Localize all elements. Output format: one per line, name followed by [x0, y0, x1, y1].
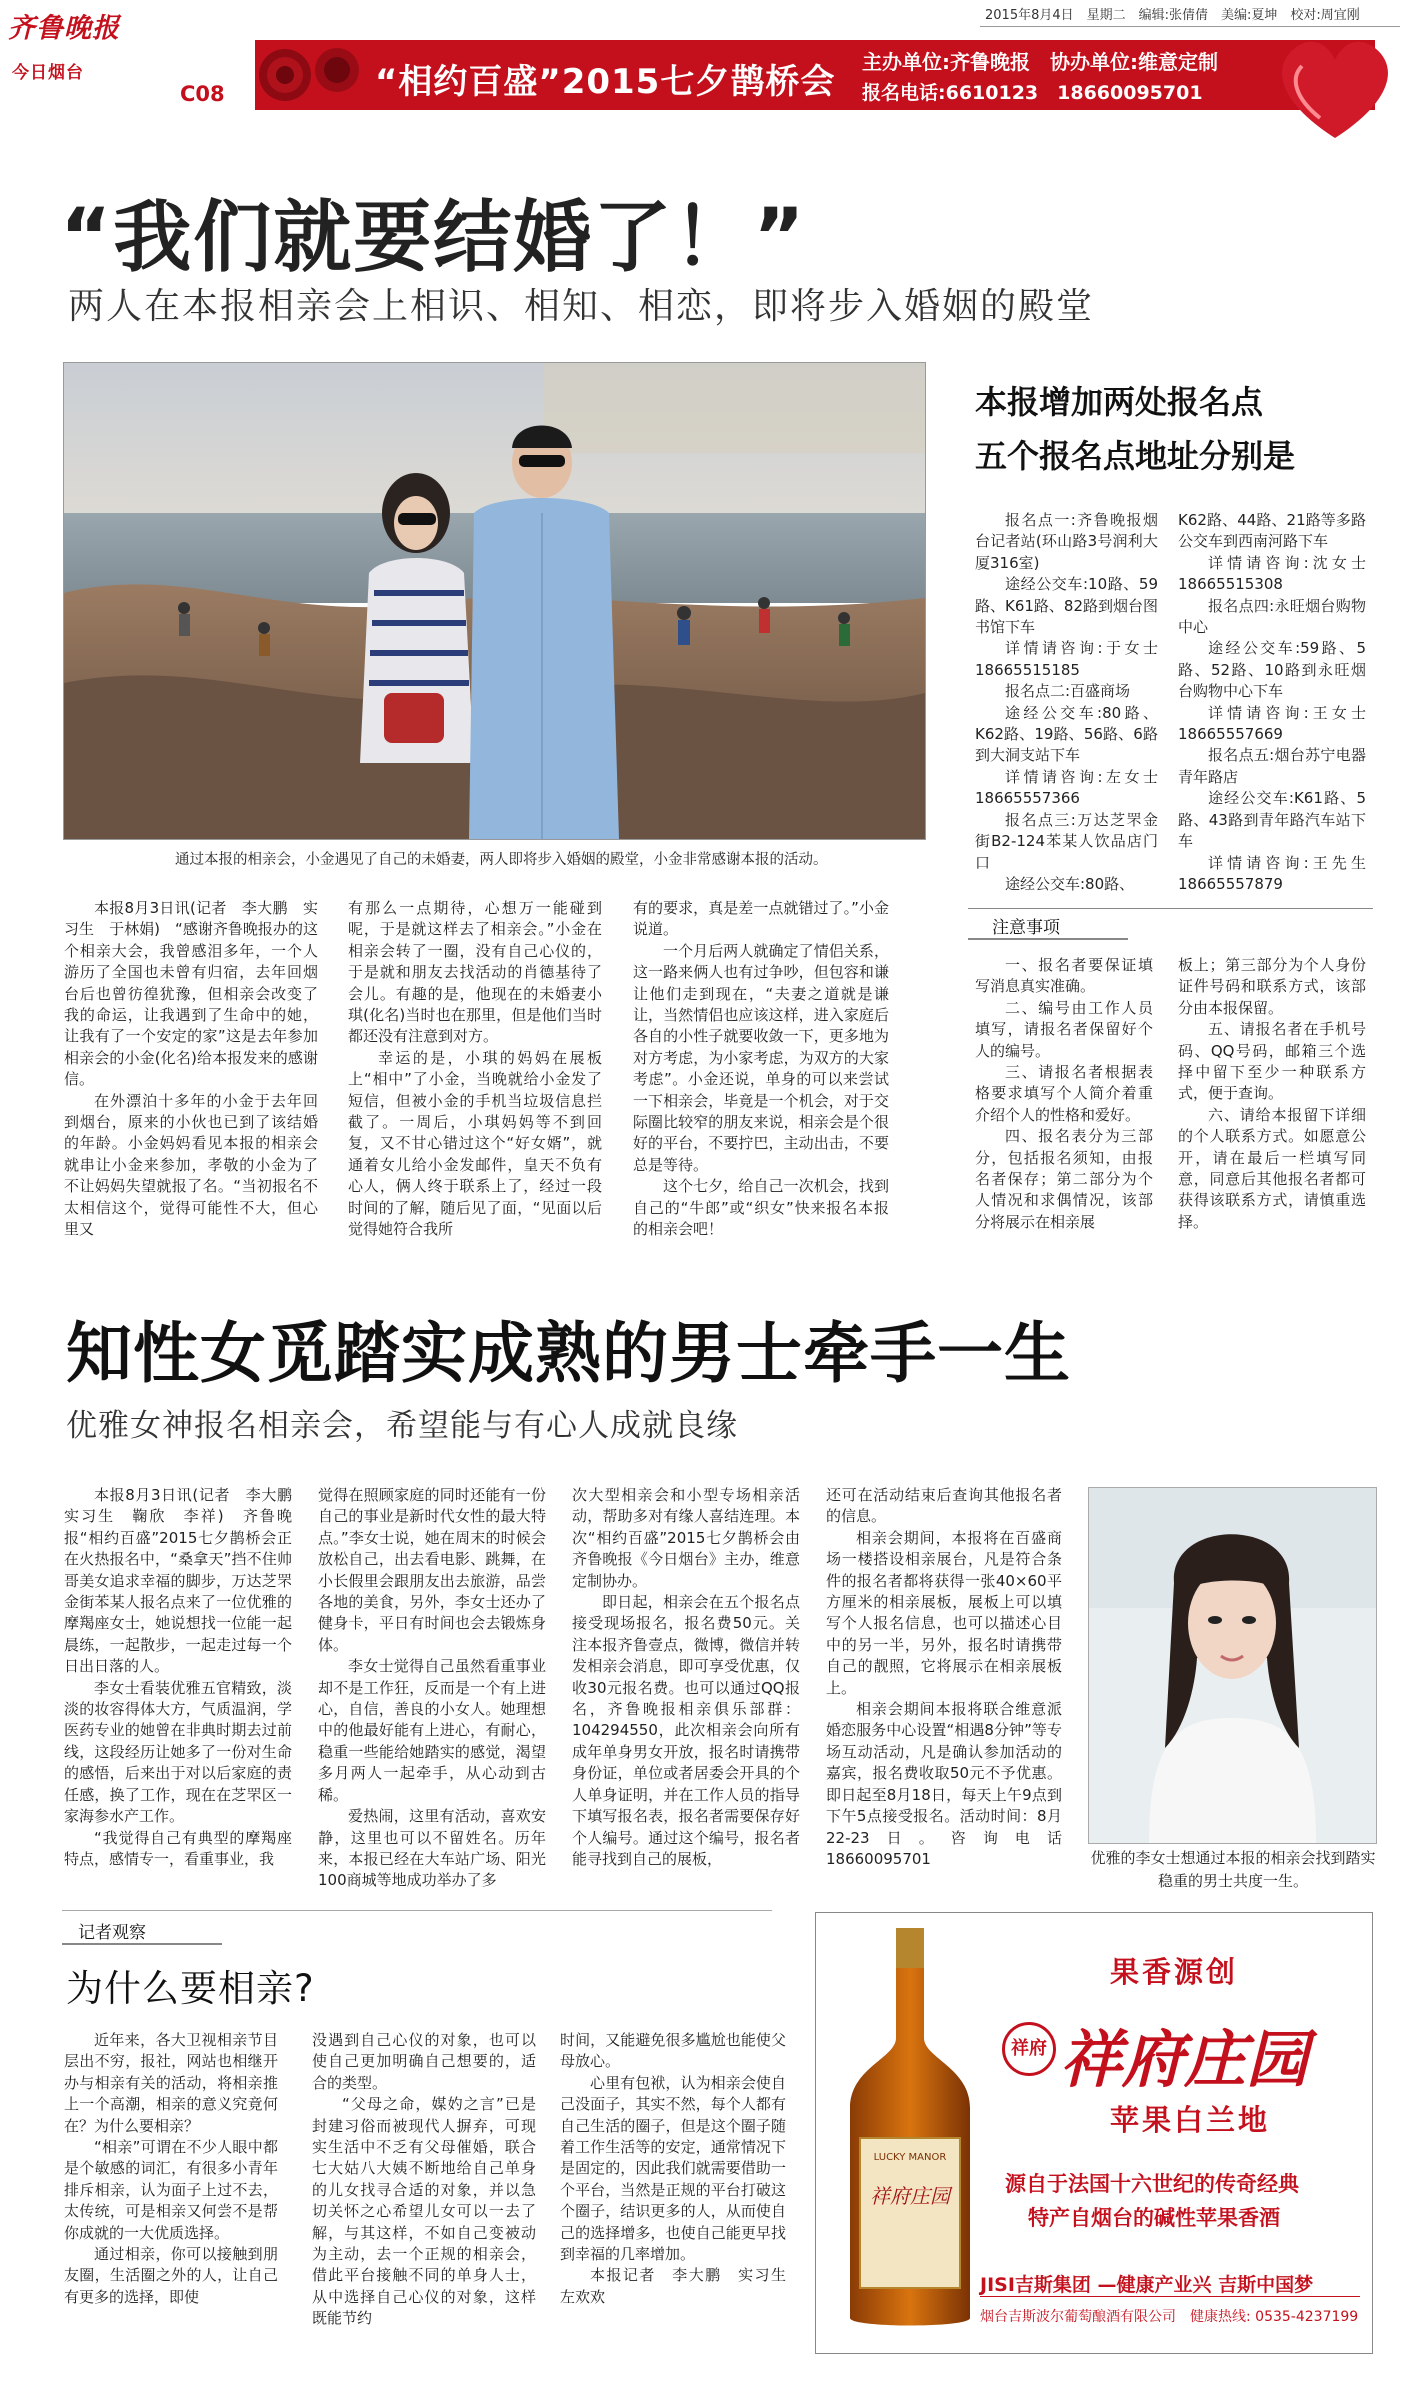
paragraph: 有那么一点期待，心想万一能碰到呢，于是就这样去了相亲会。”小金在相亲会转了一圈，没有自己心仪的，于是就和朋友去找活动的肖德基待了会儿。有趣的是，他现在的未婚妻小琪(化名)当时也在那里，但是他们当时都还没有注意到对方。	[348, 899, 602, 1046]
ad-seal: 祥府	[1002, 2022, 1056, 2076]
woman-portrait-icon	[1089, 1488, 1376, 1843]
location-text: 详情请咨询:左女士18665557366	[975, 767, 1158, 808]
ad-tagline-2: 特产自烟台的碱性苹果香酒	[1028, 2206, 1280, 2230]
banner-title: “相约百盛”2015七夕鹊桥会	[375, 62, 836, 102]
location-text: 详情请咨询:沈女士18665515308	[1178, 553, 1366, 594]
paragraph: 时间，又能避免很多尴尬也能使父母放心。	[560, 2031, 786, 2071]
story1-column-2	[348, 898, 602, 1241]
location-text: 途经公交车:10路、59路、K61路、82路到烟台图书馆下车	[975, 575, 1159, 637]
observer-column-3	[560, 2030, 802, 2308]
story1-column-3	[633, 898, 889, 1241]
location-text: 详情请咨询:王女士18665557669	[1178, 703, 1366, 744]
notice-col-2	[1178, 955, 1366, 1233]
couple-photo	[63, 362, 926, 840]
sidebar-locations-col-2	[1178, 510, 1366, 895]
story2-subhead: 优雅女神报名相亲会，希望能与有心人成就良缘	[66, 1408, 738, 1444]
sidebar-title	[975, 375, 1295, 483]
paragraph: 通过相亲，你可以接触到朋友圈，生活圈之外的人，让自己有更多的选择，即使	[64, 2245, 278, 2306]
notice-label: 注意事项	[992, 918, 1060, 938]
location-text: 报名点三:万达芝罘金街B2-124苯某人饮品店门口	[975, 810, 1158, 872]
paragraph: “相亲”可谓在不少人眼中都是个敏感的词汇，有很多小青年排斥相亲，认为面子上过不去，太传统，可是相亲又何尝不是帮你成就的一大优质选择。	[64, 2138, 278, 2242]
paragraph: 觉得在照顾家庭的同时还能有一份自己的事业是新时代女性的最大特点。”李女士说，她在周末的时候会放松自己，出去看电影、跳舞，在小长假里会跟朋友出去旅游，品尝各地的美食，另外，李女士还办了健身卡，平日有时间也会去锻炼身体。	[318, 1486, 546, 1654]
location-text: 报名点一:齐鲁晚报烟台记者站(环山路3号润利大厦316室)	[975, 511, 1158, 572]
notice-col-1	[975, 955, 1153, 1233]
paragraph: 近年来，各大卫视相亲节目层出不穷，报社，网站也相继开办与相亲有关的活动，将相亲推上一个高潮，相亲的意义究竟何在？为什么要相亲？	[64, 2031, 278, 2135]
paragraph: 本报8月3日讯(记者 李大鹏 实习生 鞠欣 李祥) 齐鲁晚报“相约百盛”2015七夕鹊桥会正在火热报名中，“桑拿天”挡不住帅哥美女追求幸福的脚步，万达芝罘金街苯某人报名点来了一位优雅的摩羯座女士，她说想找一位能一起晨练，一起散步，一起走过每一个日出日落的人。	[64, 1486, 308, 1676]
masthead-edition: 今日烟台	[12, 63, 84, 83]
story1-photo-caption: 通过本报的相亲会，小金遇见了自己的未婚妻，两人即将步入婚姻的殿堂，小金非常感谢本报的活动。	[175, 852, 828, 868]
observer-headline: 为什么要相亲?	[66, 1967, 315, 2010]
notice-item: 六、请给本报留下详细的个人联系方式。如愿意公开，请在最后一栏填写同意，同意后其他报名者都可获得该联系方式，请慎重选择。	[1178, 1105, 1366, 1231]
observer-label: 记者观察	[78, 1923, 146, 1943]
paragraph: 爱热闹，这里有活动，喜欢安静，这里也可以不留姓名。历年来，本报已经在大车站广场、阳光100商城等地成功举办了多	[318, 1807, 546, 1890]
notice-item: 五、请报名者在手机号码、QQ号码，邮箱三个选择中留下至少一种联系方式，便于查询。	[1178, 1020, 1366, 1103]
story1-headline: “我们就要结婚了！”	[60, 193, 807, 283]
paragraph: 李女士看装优雅五官精致，淡淡的妆容得体大方，气质温润，学医药专业的她曾在非典时期去过前线，这段经历让她多了一份对生命的感悟，后来出于对以后家庭的责任感，换了工作，现在在芝罘区一家海参水产工作。	[64, 1678, 292, 1826]
ad-company: 烟台吉斯波尔葡萄酿酒有限公司 健康热线: 0535-4237199	[980, 2309, 1359, 2325]
notice-item: 三、请报名者根据表格要求填写个人简介着重介绍个人的性格和爱好。	[975, 1063, 1153, 1124]
paragraph: 本报8月3日讯(记者 李大鹏 实习生 于林娟) “感谢齐鲁晚报办的这个相亲大会，我曾感泪多年，一个人游历了全国也未曾有归宿，去年回烟台后也曾彷徨犹豫，但相亲会改变了我的命运，让我遇到了生命中的她，让我有了一个安定的家”这是去年参加相亲会的小金(化名)给本报发来的感谢信。	[64, 899, 318, 1089]
paragraph: 心里有包袱，认为相亲会使自己没面子，其实不然，每个人都有自己生活的圈子，但是这个圈子随着工作生活等的安定，通常情况下是固定的，因此我们就需要借助一个平台，当然是正规的平台打破这个圈子，结识更多的人，从而使自己的选择增多，也使自己能更早找到幸福的几率增加。	[560, 2073, 786, 2264]
location-text: 详情请咨询:于女士18665515185	[975, 639, 1158, 679]
location-text: 途经公交车:K61路、5路、43路到青年路汽车站下车	[1178, 789, 1366, 851]
paragraph: 次大型相亲会和小型专场相亲活动，帮助多对有缘人喜结连理。本次“相约百盛”2015七夕鹊桥会由齐鲁晚报《今日烟台》主办，维意定制协办。	[572, 1486, 800, 1590]
notice-item: 一、报名者要保证填写消息真实准确。	[975, 956, 1153, 996]
paragraph: 这个七夕，给自己一次机会，找到自己的“牛郎”或“织女”快来报名本报的相亲会吧！	[633, 1177, 889, 1239]
story2-headline: 知性女觅踏实成熟的男士牵手一生	[66, 1315, 1071, 1392]
bottle-brand-text: 祥府庄园	[870, 2184, 950, 2208]
observer-column-2	[312, 2030, 536, 2330]
notice-item: 二、编号由工作人员填写，请报名者保留好个人的编号。	[975, 998, 1153, 1060]
location-text: 途经公交车:80路、	[1005, 874, 1135, 893]
story2-column-2	[318, 1485, 546, 1892]
masthead-logo: 齐鲁晚报	[8, 13, 120, 44]
notice-rule	[968, 938, 1128, 940]
paragraph: 即日起，相亲会在五个报名点接受现场报名，报名费50元。关注本报齐鲁壹点，微博，微信并转发相亲会消息，即可享受优惠，仅收30元报名费。也可以通过QQ报名，齐鲁晚报相亲俱乐部群：104294550，此次相亲会向所有成年单身男女开放，报名时请携带身份证，单位或者居委会开具的个人单身证明，并在工作人员的指导下填写报名表，报名者需要保存好个人编号。通过这个编号，报名者能寻找到自己的展板，	[572, 1593, 800, 1868]
portrait-photo	[1088, 1487, 1377, 1844]
story2-column-4	[826, 1485, 1062, 1870]
paragraph: 有的要求，真是差一点就错过了。”小金说道。	[633, 899, 889, 939]
location-text: 报名点二:百盛商场	[1005, 682, 1131, 701]
location-text: 途经公交车:59路、5路、52路、10路到永旺烟台购物中心下车	[1178, 639, 1366, 701]
story2-column-1	[64, 1485, 308, 1870]
sidebar-divider	[968, 908, 1373, 909]
rose-icon	[255, 40, 375, 110]
paragraph: 本报记者 李大鹏 实习生 左欢欢	[560, 2266, 802, 2306]
paragraph: 在外漂泊十多年的小金于去年回到烟台，原来的小伙也已到了该结婚的年龄。小金妈妈看见本报的相亲会就串让小金来参加，孝敬的小金为了不让妈妈失望就报了名。“当初报名不太相信这个，觉得可能性不大，但心里又	[64, 1091, 318, 1239]
paragraph: 李女士觉得自己虽然看重事业却不是工作狂，反而是一个有上进心，自信，善良的小女人。她理想中的他最好能有上进心，有耐心，稳重一些能给她踏实的感觉，渴望多月两人一起牵手，从心动到古稀。	[318, 1657, 546, 1804]
story1-subhead: 两人在本报相亲会上相识、相知、相恋，即将步入婚姻的殿堂	[68, 286, 1095, 327]
issue-meta: 2015年8月4日 星期二 编辑:张倩倩 美编:夏坤 校对:周宜刚	[985, 8, 1360, 23]
location-text: 报名点四:永旺烟台购物中心	[1178, 596, 1366, 637]
paragraph: 幸运的是，小琪的妈妈在展板上“相中”了小金，当晚就给小金发了短信，但被小金的手机当垃圾信息拦截了。一周后，小琪妈妈等不到回复，又不甘心错过这个“好女婿”，就通着女儿给小金发邮件，皇天不负有心人，俩人终于联系上了，经过一段时间的了解，随后见了面，“见面以后觉得她符合我所	[348, 1048, 602, 1239]
heart-icon	[1260, 8, 1410, 158]
banner-phone: 报名电话:6610123 18660095701	[862, 82, 1203, 104]
paragraph: 还可在活动结束后查询其他报名者的信息。	[826, 1486, 1062, 1526]
brandy-bottle-icon	[840, 1928, 980, 2333]
paragraph: 相亲会期间，本报将在百盛商场一楼搭设相亲展台，凡是符合条件的报名者都将获得一张40×60平方厘米的相亲展板，展板上可以填写个人报名信息，也可以描述心目中的另一半，另外，报名时请携带自己的靓照，它将展示在相亲展板上。	[826, 1528, 1062, 1697]
ad-tagline-1: 源自于法国十六世纪的传奇经典	[1005, 2172, 1299, 2196]
sidebar-title-line: 五个报名点地址分别是	[975, 437, 1296, 475]
beach-photo-icon	[64, 363, 925, 839]
ad-slogan: 果香源创	[1110, 1955, 1239, 1989]
ad-product: 苹果白兰地	[1110, 2103, 1271, 2137]
ad-group: JISI吉斯集团 —健康产业兴 吉斯中国梦	[980, 2274, 1314, 2296]
story2-column-3	[572, 1485, 800, 1870]
observer-column-1	[64, 2030, 278, 2308]
paragraph: 一个月后两人就确定了情侣关系，这一路来俩人也有过争吵，但包容和谦让他们走到现在，“夫妻之道就是谦让，当然情侣也应该这样，进入家庭后各自的小性子就要收敛一下，更多地为对方考虑，为小家考虑，为双方的大家考虑”。小金还说，单身的可以来尝试一下相亲会，毕竟是一个机会，对于交际圈比较窄的朋友来说，相亲会是个很好的平台，不要拧巴，主动出击，不要总是等待。	[633, 941, 889, 1174]
notice-item: 板上；第三部分为个人身份证件号码和联系方式，该部分由本报保留。	[1178, 956, 1366, 1017]
observer-label-rule	[62, 1943, 222, 1945]
location-text: 报名点五:烟台苏宁电器青年路店	[1178, 746, 1366, 786]
bottle-label-text: LUCKY MANOR	[873, 2152, 947, 2163]
sidebar-locations-col-1	[975, 510, 1158, 895]
story1-column-1	[64, 898, 318, 1241]
location-text: K62路、44路、21路等多路公交车到西南河路下车	[1178, 511, 1366, 551]
banner-organizers: 主办单位:齐鲁晚报 协办单位:维意定制	[862, 50, 1218, 74]
paragraph: “父母之命，媒妁之言”已是封建习俗而被现代人摒弃，可现实生活中不乏有父母催婚，联合七大姑八大姨不断地给自己单身的儿女找寻合适的对象，并以急切关怀之心希望儿女可以一去了解，与其这样，不如自己变被动为主动，去一个正规的相亲会，借此平台接触不同的单身人士，从中选择自己心仪的对象，这样既能节约	[312, 2095, 536, 2328]
story2-photo-caption: 优雅的李女士想通过本报的相亲会找到踏实稳重的男士共度一生。	[1090, 1849, 1376, 1890]
location-text: 途经公交车:80路、K62路、19路、56路、6路到大洞支站下车	[975, 703, 1158, 765]
paragraph: “我觉得自己有典型的摩羯座特点，感情专一，看重事业，我	[64, 1828, 292, 1868]
sidebar-title-line: 本报增加两处报名点	[975, 383, 1264, 421]
paragraph: 没遇到自己心仪的对象，也可以使自己更加明确自己想要的，适合的类型。	[312, 2031, 536, 2092]
ad-brand: 祥府庄园	[1060, 2023, 1309, 2096]
location-text: 详情请咨询:王先生18665557879	[1178, 853, 1366, 893]
ad-footer-rule	[980, 2296, 1360, 2297]
notice-item: 四、报名表分为三部分，包括报名须知，由报名者保存；第二部分为个人情况和求偶情况，该部分将展示在相亲展	[975, 1127, 1153, 1231]
observer-top-rule	[62, 1910, 772, 1911]
page-number: C08	[180, 82, 225, 106]
paragraph: 相亲会期间本报将联合维意派婚恋服务中心设置“相遇8分钟”等专场互动活动，凡是确认参加活动的嘉宾，报名费收取50元不予优惠。即日起至8月18日，每天上午9点到下午5点接受报名。活动时间：8月22-23日。咨询电话18660095701	[826, 1700, 1062, 1868]
